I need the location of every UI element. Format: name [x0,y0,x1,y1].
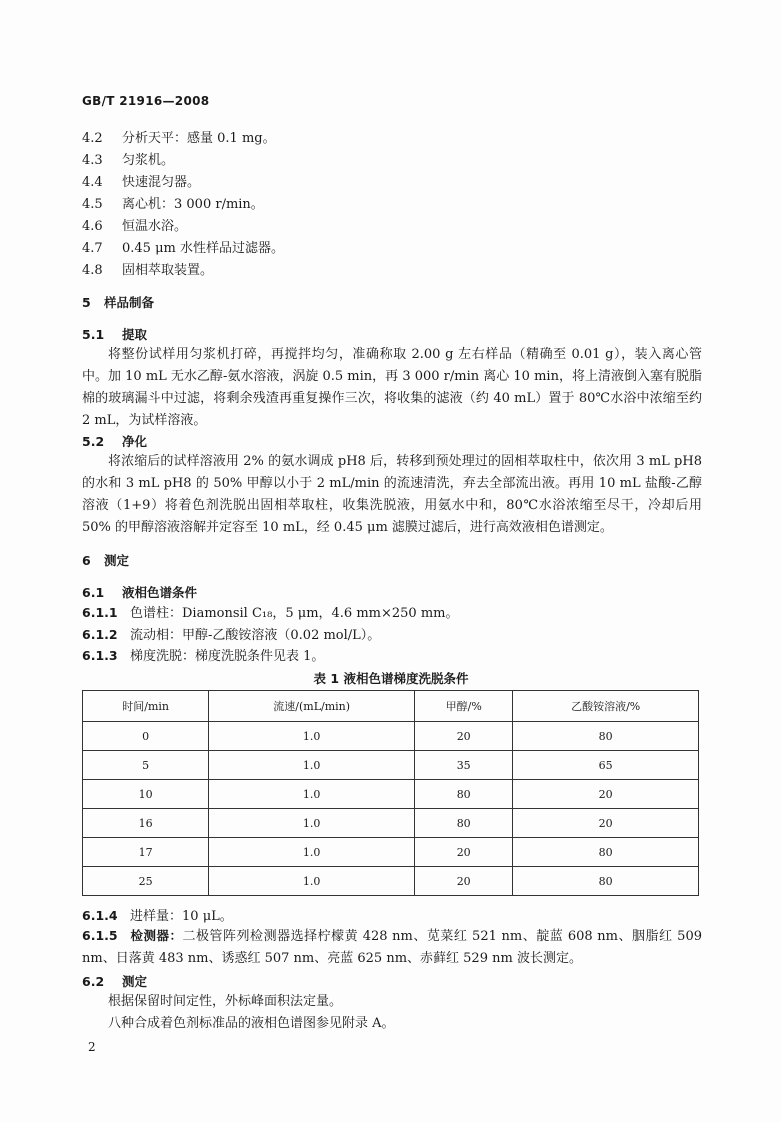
detector-item: 6.1.5 检测器：二极管阵列检测器选择柠檬黄 428 nm、苋菜红 521 nm、靛蓝 608 nm、胭脂红 509 nm、日落黄 483 nm、诱惑红 507 nm、亮蓝 625 nm、赤藓红 529 nm 波长测定。 [82,928,702,966]
quantification-paragraph: 根据保留时间定性，外标峰面积法定量。 [108,994,343,1009]
table-cell: 1.0 [209,722,415,751]
table-cell: 80 [513,867,699,896]
table-cell: 80 [415,809,513,838]
table-header-cell: 流速/(mL/min) [209,691,415,722]
table-row [83,838,699,867]
table-cell: 1.0 [209,751,415,780]
table-row [83,867,699,896]
table-cell: 80 [513,722,699,751]
table-cell: 80 [415,780,513,809]
table-cell: 25 [83,867,209,896]
table-cell: 1.0 [209,780,415,809]
equipment-item: 4.7 0.45 μm 水性样品过滤器。 [82,241,284,256]
lc-condition-item: 6.1.3 梯度洗脱：梯度洗脱条件见表 1。 [82,648,325,664]
table-cell: 80 [513,838,699,867]
table-cell: 1.0 [209,838,415,867]
table-row [83,780,699,809]
equipment-item: 4.5 离心机：3 000 r/min。 [82,197,264,212]
table-header-cell: 时间/min [83,691,209,722]
table-cell: 65 [513,751,699,780]
appendix-reference-paragraph: 八种合成着色剂标准品的液相色谱图参见附录 A。 [108,1016,395,1031]
table-cell: 10 [83,780,209,809]
section-6-1-heading: 6.1 液相色谱条件 [82,585,198,600]
equipment-item: 4.3 匀浆机。 [82,153,175,168]
cleanup-paragraph: 将浓缩后的试样溶液用 2% 的氨水调成 pH8 后，转移到预处理过的固相萃取柱中，依次用 3 mL pH8 的水和 3 mL pH8 的 50% 甲醇以小于 2 mL/min 的流速清洗，弃去全部流出液。再用 10 mL 盐酸-乙醇溶液（1+9）将着色剂洗脱出固相萃取柱，收集洗脱液，用氨水中和，80℃水浴浓缩至尽干，冷却后用 50% 的甲醇溶液溶解并定容至 10 mL，经 0.45 μm 滤膜过滤后，进行高效液相色谱测定。 [82,454,702,535]
table-cell: 20 [415,722,513,751]
table-row [83,809,699,838]
table-header-cell: 甲醇/% [415,691,513,722]
injection-volume-item: 6.1.4 进样量：10 μL。 [82,908,233,924]
table-cell: 20 [415,867,513,896]
section-5-heading: 5 样品制备 [82,295,155,310]
table-header-row [83,691,699,722]
table-cell: 35 [415,751,513,780]
table-cell: 20 [415,838,513,867]
table-cell: 1.0 [209,867,415,896]
table-caption: 表 1 液相色谱梯度洗脱条件 [313,671,469,686]
table-header-cell: 乙酸铵溶液/% [513,691,699,722]
table-cell: 16 [83,809,209,838]
equipment-item: 4.6 恒温水浴。 [82,219,188,234]
lc-condition-item: 6.1.2 流动相：甲醇-乙酸铵溶液（0.02 mol/L）。 [82,627,381,643]
table-cell: 1.0 [209,809,415,838]
table-row [83,751,699,780]
table-cell: 20 [513,780,699,809]
table-cell: 17 [83,838,209,867]
lc-condition-item: 6.1.1 色谱柱：Diamonsil C₁₈，5 μm，4.6 mm×250 mm。 [82,605,459,621]
section-5-2-heading: 5.2 净化 [82,434,148,449]
table-cell: 20 [513,809,699,838]
standard-code: GB/T 21916—2008 [82,94,210,108]
extraction-paragraph: 将整份试样用匀浆机打碎，再搅拌均匀，准确称取 2.00 g 左右样品（精确至 0.01 g），装入离心管中。加 10 mL 无水乙醇-氨水溶液，涡旋 0.5 min，再 3 000 r/min 离心 10 min，将上清液倒入塞有脱脂棉的玻璃漏斗中过滤，将剩余残渣再重复操作三次，将收集的滤液（约 40 mL）置于 80℃水浴中浓缩至约 2 mL，为试样溶液。 [82,347,702,428]
table-cell: 0 [83,722,209,751]
equipment-item: 4.4 快速混匀器。 [82,175,201,190]
section-5-1-heading: 5.1 提取 [82,327,148,342]
page-number: 2 [88,1040,96,1054]
table-cell: 5 [83,751,209,780]
section-6-heading: 6 测定 [82,553,130,568]
section-6-2-heading: 6.2 测定 [82,974,148,989]
equipment-item: 4.2 分析天平：感量 0.1 mg。 [82,131,276,146]
table-row [83,722,699,751]
gradient-table [82,690,699,896]
equipment-item: 4.8 固相萃取装置。 [82,263,214,278]
